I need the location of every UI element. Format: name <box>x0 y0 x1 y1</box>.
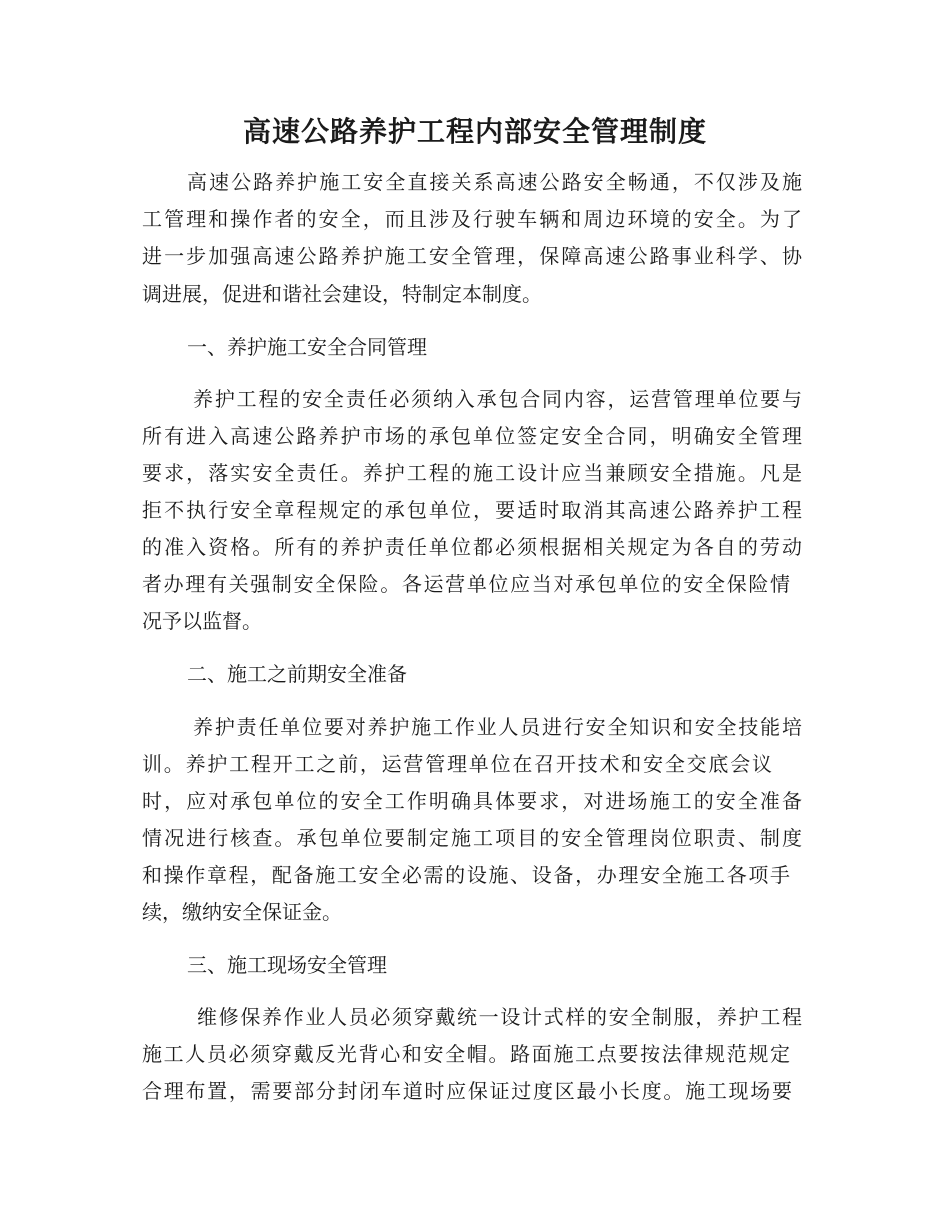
paragraph-line: 维修保养作业人员必须穿戴统一设计式样的安全制服，养护工程 <box>197 1005 802 1029</box>
paragraph-line: 情况进行核查。承包单位要制定施工项目的安全管理岗位职责、制度 <box>142 826 802 850</box>
paragraph-line: 时，应对承包单位的安全工作明确具体要求，对进场施工的安全准备 <box>142 789 802 813</box>
paragraph-line: 养护工程的安全责任必须纳入承包合同内容，运营管理单位要与 <box>193 387 802 411</box>
paragraph-line: 所有进入高速公路养护市场的承包单位签定安全合同，明确安全管理 <box>142 424 802 448</box>
section-heading: 一、养护施工安全合同管理 <box>187 335 427 359</box>
paragraph-line: 的准入资格。所有的养护责任单位都必须根据相关规定为各自的劳动 <box>142 535 802 559</box>
intro-line: 高速公路养护施工安全直接关系高速公路安全畅通，不仅涉及施 <box>187 170 802 194</box>
intro-line: 调进展，促进和谐社会建设，特制定本制度。 <box>142 282 542 306</box>
paragraph-line: 要求，落实安全责任。养护工程的施工设计应当兼顾安全措施。凡是 <box>142 461 802 485</box>
paragraph-line: 况予以监督。 <box>142 609 262 633</box>
paragraph-line: 养护责任单位要对养护施工作业人员进行安全知识和安全技能培 <box>193 715 802 739</box>
document-title: 高速公路养护工程内部安全管理制度 <box>242 115 707 148</box>
paragraph-line: 拒不执行安全章程规定的承包单位，要适时取消其高速公路养护工程 <box>142 498 802 522</box>
section-heading: 三、施工现场安全管理 <box>187 953 387 977</box>
paragraph-line: 续，缴纳安全保证金。 <box>142 900 342 924</box>
section-heading: 二、施工之前期安全准备 <box>187 662 407 686</box>
intro-line: 工管理和操作者的安全，而且涉及行驶车辆和周边环境的安全。为了 <box>142 207 802 231</box>
paragraph-line: 者办理有关强制安全保险。各运营单位应当对承包单位的安全保险情 <box>142 572 790 596</box>
paragraph-line: 施工人员必须穿戴反光背心和安全帽。路面施工点要按法律规范规定 <box>142 1042 790 1066</box>
paragraph-line: 训。养护工程开工之前，运营管理单位在召开技术和安全交底会议 <box>142 752 772 776</box>
intro-line: 进一步加强高速公路养护施工安全管理，保障高速公路事业科学、协 <box>142 244 802 268</box>
paragraph-line: 合理布置，需要部分封闭车道时应保证过度区最小长度。施工现场要 <box>142 1079 792 1103</box>
paragraph-line: 和操作章程，配备施工安全必需的设施、设备，办理安全施工各项手 <box>142 863 790 887</box>
